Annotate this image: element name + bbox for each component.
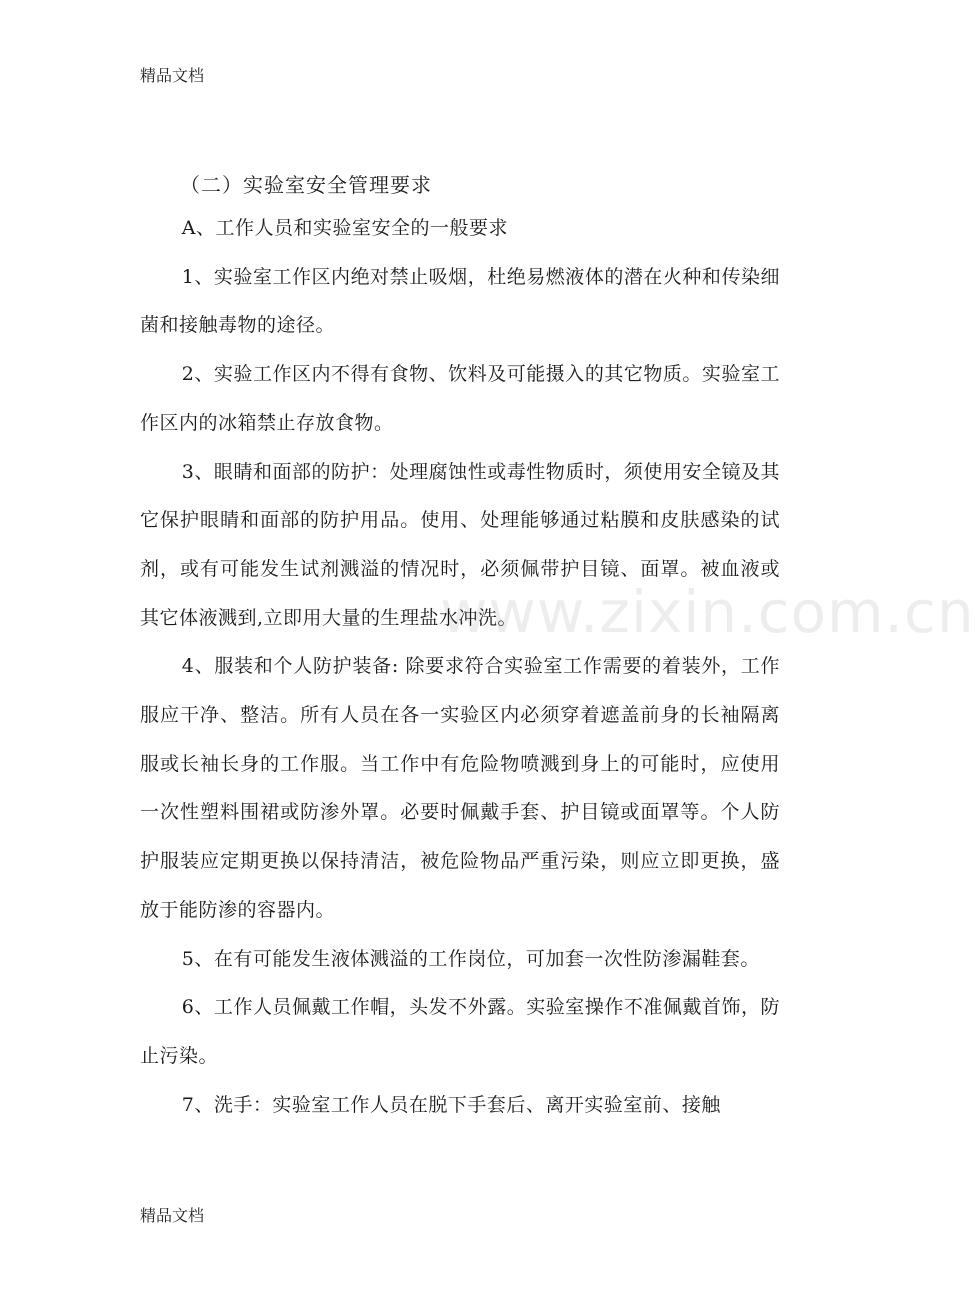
paragraph-item-3: 3、眼睛和面部的防护：处理腐蚀性或毒性物质时，须使用安全镜及其它保护眼睛和面部的防护用品。使用、处理能够通过粘膜和皮肤感染的试剂，或有可能发生试剂溅溢的情况时，必须佩带护目镜、面罩。被血液或其它体液溅到,立即用大量的生理盐水冲洗。 [140,460,780,629]
paragraph-item-1: 1、实验室工作区内绝对禁止吸烟，杜绝易燃液体的潜在火种和传染细菌和接触毒物的途径。 [140,265,780,337]
document-body [140,166,780,1129]
paragraph-item-2: 2、实验工作区内不得有食物、饮料及可能摄入的其它物质。实验室工作区内的冰箱禁止存放食物。 [140,363,780,434]
paragraph-item-7: 7、洗手：实验室工作人员在脱下手套后、离开实验室前、接触 [181,1093,721,1116]
paragraph-subheading-a: A、工作人员和实验室安全的一般要求 [181,217,509,239]
paragraph-item-6: 6、工作人员佩戴工作帽，头发不外露。实验室操作不准佩戴首饰，防止污染。 [140,996,780,1067]
watermark: www.zixin.com.cn [440,578,975,646]
paragraph-item-5: 5、在有可能发生液体溅溢的工作岗位，可加套一次性防渗漏鞋套。 [181,947,760,970]
section-title: （二）实验室安全管理要求 [180,173,432,197]
paragraph-item-4: 4、服装和个人防护装备: 除要求符合实验室工作需要的着装外，工作服应干净、整洁。所有人员在各一实验区内必须穿着遮盖前身的长袖隔离服或长袖长身的工作服。当工作中有危险物喷溅到身上的可能时，应使用一次性塑料围裙或防渗外罩。必要时佩戴手套、护目镜或面罩等。个人防护服装应定期更换以保持清洁，被危险物品严重污染，则应立即更换，盛放于能防渗的容器内。 [140,655,780,921]
page-footer: 精品文档 [140,1206,205,1225]
page-header: 精品文档 [140,66,205,85]
